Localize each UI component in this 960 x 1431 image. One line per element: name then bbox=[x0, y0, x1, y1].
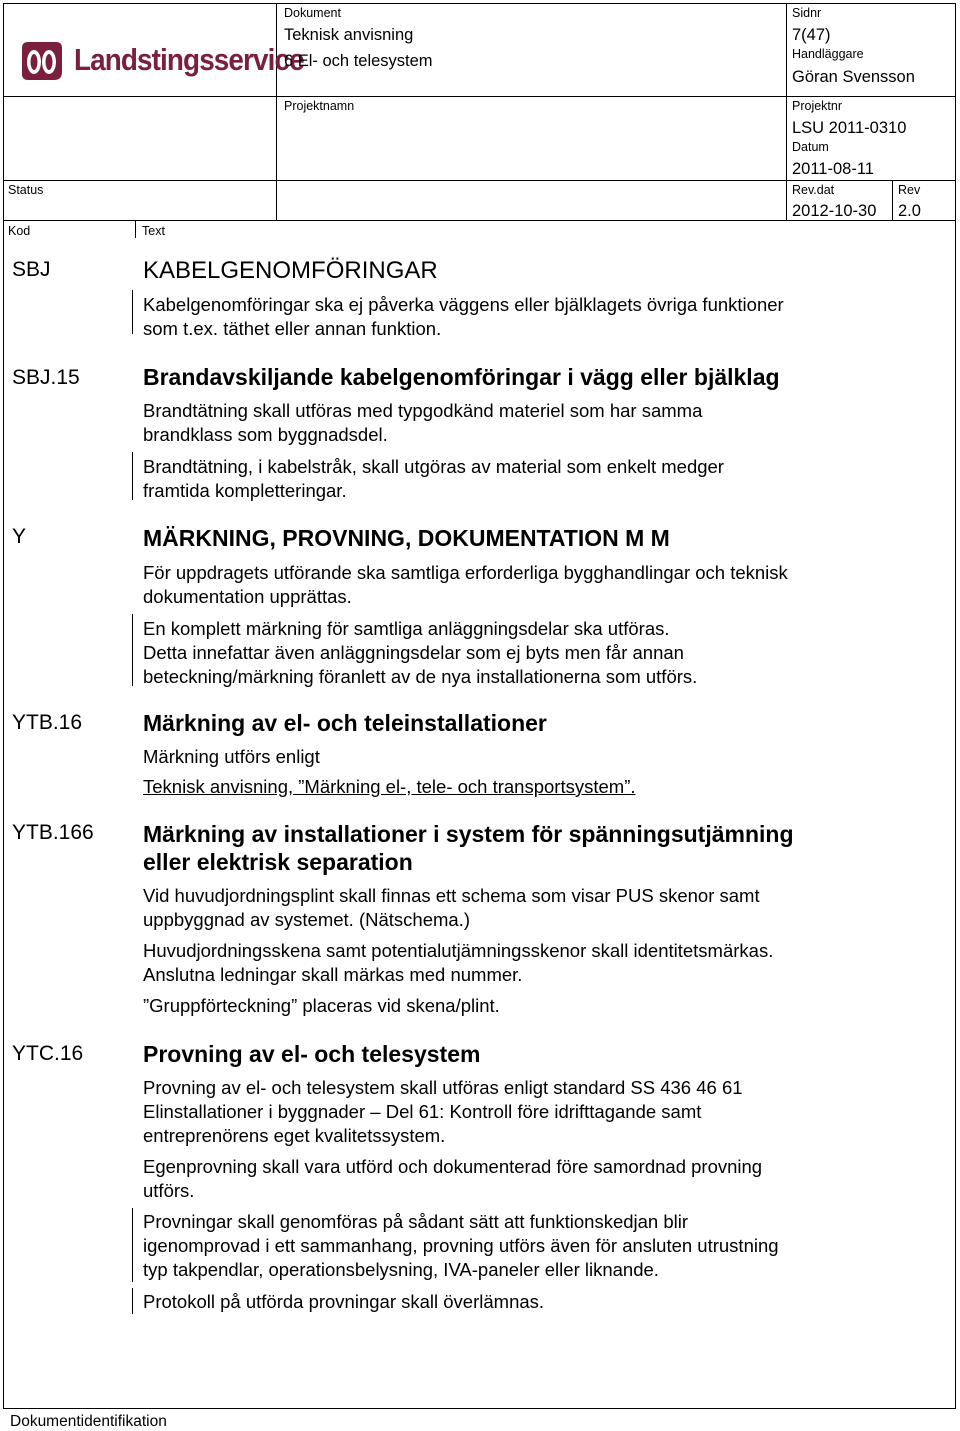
paragraph: Huvudjordningsskena samt potentialutjämningsskenor skall identitetsmärkas. Anslutna ledningar skall märkas med nummer. bbox=[143, 940, 774, 985]
change-bar bbox=[132, 614, 133, 686]
paragraph: Protokoll på utförda provningar skall överlämnas. bbox=[143, 1291, 545, 1312]
rev-value: 2.0 bbox=[898, 202, 921, 220]
paragraph: Provning av el- och telesystem skall utföras enligt standard SS 436 46 61 Elinstallationer i byggnader – Del 61: Kontroll före idrifttagande samt entreprenörens eget kvalitetssystem. bbox=[143, 1077, 743, 1146]
sidnr-value: 7(47) bbox=[792, 26, 831, 44]
section-code: YTC.16 bbox=[12, 1042, 84, 1065]
logo bbox=[16, 38, 304, 89]
logo-mark-icon bbox=[16, 38, 66, 84]
reference-link[interactable]: Teknisk anvisning, ”Märkning el-, tele- och transportsystem”. bbox=[143, 776, 636, 797]
revdat-value: 2012-10-30 bbox=[792, 202, 877, 220]
projektnamn-label: Projektnamn bbox=[284, 99, 355, 113]
section-title: KABELGENOMFÖRINGAR bbox=[143, 257, 438, 284]
paragraph: En komplett märkning för samtliga anläggningsdelar ska utföras. Detta innefattar även anläggningsdelar som ej byts men får annan beteckning/märkning föranlett av de nya installationerna som utförs. bbox=[143, 618, 698, 687]
header-divider bbox=[892, 180, 893, 220]
projektnr-label: Projektnr bbox=[792, 99, 843, 113]
section-title: MÄRKNING, PROVNING, DOKUMENTATION M M bbox=[143, 525, 670, 551]
header-rule bbox=[3, 180, 956, 181]
paragraph: ”Gruppförteckning” placeras vid skena/plint. bbox=[143, 995, 500, 1016]
section-title: Märkning av el- och teleinstallationer bbox=[143, 710, 547, 736]
datum-value: 2011-08-11 bbox=[792, 160, 874, 178]
dokument-line1: Teknisk anvisning bbox=[284, 26, 414, 44]
datum-label: Datum bbox=[792, 140, 829, 154]
dokument-line2: 6 El- och telesystem bbox=[284, 52, 433, 70]
sidnr-label: Sidnr bbox=[792, 6, 822, 20]
logo-text: Landstingsservice bbox=[74, 42, 304, 77]
handlaggare-label: Handläggare bbox=[792, 47, 864, 61]
paragraph: Provningar skall genomföras på sådant sätt att funktionskedjan blir igenomprovad i ett sammanhang, provning utförs även för ansluten utrustning typ takpendlar, operationsbelysning, IVA-paneler eller liknande. bbox=[143, 1211, 779, 1280]
section-title: Provning av el- och telesystem bbox=[143, 1041, 481, 1067]
section-code: YTB.166 bbox=[12, 821, 94, 844]
paragraph: Brandtätning, i kabelstråk, skall utgöras av material som enkelt medger framtida kompletteringar. bbox=[143, 456, 724, 501]
doc-id-label: Dokumentidentifikation bbox=[10, 1413, 167, 1430]
kod-text-divider bbox=[135, 220, 136, 238]
header-divider bbox=[276, 3, 277, 220]
change-bar bbox=[132, 452, 133, 500]
rev-label: Rev bbox=[898, 183, 921, 197]
text-label: Text bbox=[142, 224, 165, 238]
paragraph: För uppdragets utförande ska samtliga erforderliga bygghandlingar och teknisk dokumentation upprättas. bbox=[143, 562, 788, 607]
section-code: Y bbox=[12, 525, 27, 548]
paragraph: Vid huvudjordningsplint skall finnas ett schema som visar PUS skenor samt uppbyggnad av systemet. (Nätschema.) bbox=[143, 885, 760, 930]
section-title: Brandavskiljande kabelgenomföringar i vägg eller bjälklag bbox=[143, 364, 780, 390]
paragraph: Kabelgenomföringar ska ej påverka väggens eller bjälklagets övriga funktioner som t.ex. täthet eller annan funktion. bbox=[143, 294, 784, 339]
section-code: YTB.16 bbox=[12, 711, 83, 734]
header-divider bbox=[786, 3, 787, 220]
paragraph: Brandtätning skall utföras med typgodkänd materiel som har samma brandklass som byggnadsdel. bbox=[143, 400, 703, 445]
footer-rule bbox=[3, 1408, 956, 1409]
revdat-label: Rev.dat bbox=[792, 183, 835, 197]
header-rule bbox=[3, 96, 956, 97]
change-bar bbox=[132, 1208, 133, 1282]
dokument-label: Dokument bbox=[284, 6, 341, 20]
paragraph: Egenprovning skall vara utförd och dokumenterad före samordnad provning utförs. bbox=[143, 1156, 763, 1201]
section-code: SBJ.15 bbox=[12, 366, 80, 389]
section-code: SBJ bbox=[12, 258, 51, 281]
handlaggare-value: Göran Svensson bbox=[792, 68, 915, 86]
section-title: Märkning av installationer i system för spänningsutjämning eller elektrisk separation bbox=[143, 821, 794, 875]
change-bar bbox=[132, 290, 133, 334]
change-bar bbox=[132, 1288, 133, 1314]
kod-label: Kod bbox=[8, 224, 31, 238]
projektnr-value: LSU 2011-0310 bbox=[792, 119, 907, 137]
status-label: Status bbox=[8, 183, 44, 197]
paragraph: Märkning utförs enligt bbox=[143, 746, 320, 767]
